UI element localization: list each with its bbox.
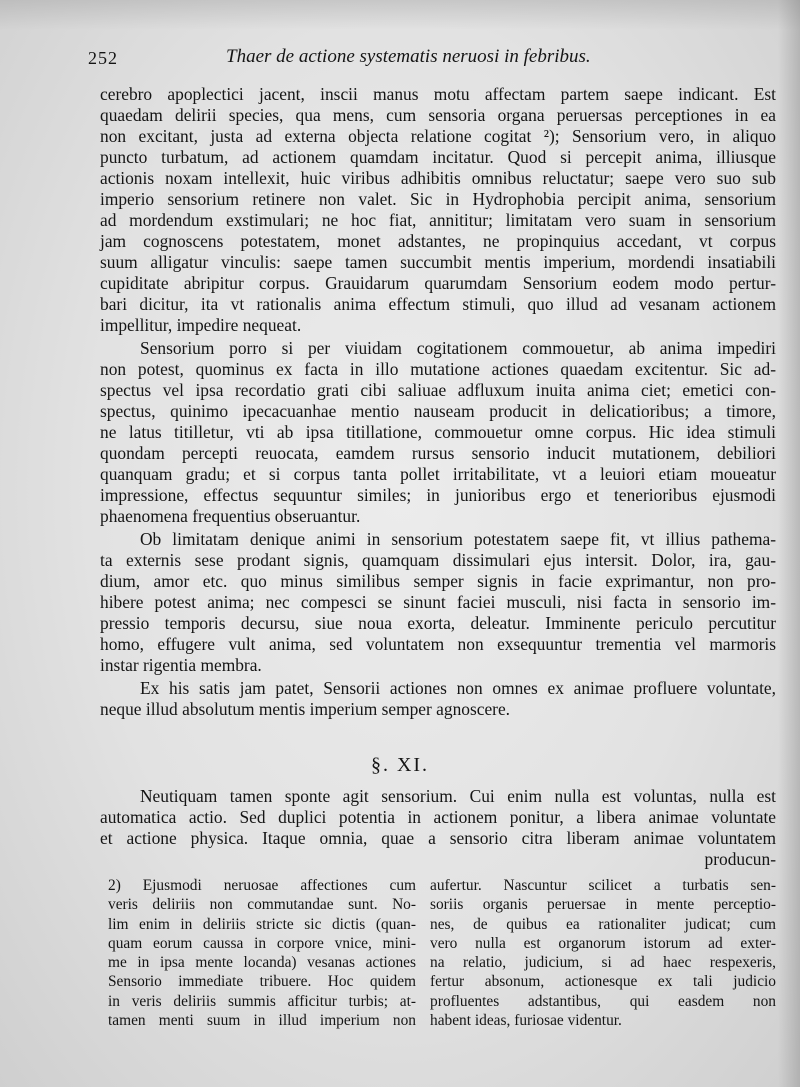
text-line: cupiditate abripitur corpus. Grauidarum quarumdam Sensorium eodem modo pertur- [100, 273, 776, 293]
footnote-line: veris deliriis non commutandae sunt. No- [108, 896, 416, 914]
text-line: Ex his satis jam patet, Sensorii actiones non omnes ex animae profluere voluntate, [140, 678, 776, 698]
paragraph-1 [100, 84, 776, 336]
footnote-line: quam eorum caussa in corpore vnice, mini- [108, 934, 416, 952]
page-edge-shadow-top [0, 0, 800, 30]
text-line: instar rigentia membra. [100, 655, 262, 675]
text-line: actionis noxam intellexit, huic viribus adhibitis omnibus reluctatur; saepe vero suo sub [100, 168, 776, 188]
footnote-left-column [108, 876, 416, 1030]
text-line: spectus vel ipsa recordatio grati cibi saliuae adfluxum inuita anima ciet; emetici con- [100, 380, 776, 400]
text-line: quaedam delirii species, qua mens, cum sensoria organa peruersas perceptiones in ea [100, 105, 776, 125]
paragraph-2 [100, 338, 776, 527]
text-line: Ob limitatam denique animi in sensorium potestatem saepe fit, vt illius pathema- [140, 529, 776, 549]
footnote-right-column [430, 876, 776, 1030]
footnote-line: profluentes adstantibus, qui easdem non [430, 992, 776, 1010]
footnote-line: vero nulla est organorum istorum ad exter- [430, 934, 776, 952]
text-line: hibere potest anima; nec compesci se sinunt faciei musculi, nisi facta in sensorio im- [100, 592, 776, 612]
text-line: automatica actio. Sed duplici potentia in actionem ponitur, a libera animae voluntate [100, 807, 776, 827]
text-line: pressio temporis decursu, siue noua exorta, deleatur. Imminente periculo percutitur [100, 613, 776, 633]
text-line: Neutiquam tamen sponte agit sensorium. Cui enim nulla est voluntas, nulla est [140, 786, 776, 806]
text-line: Sensorium porro si per viuidam cogitationem commouetur, ab anima impediri [140, 338, 776, 358]
text-line: imperio sensorium retinere non valet. Sic in Hydrophobia percipit anima, sensorium [100, 189, 776, 209]
text-line: ne latus titilletur, vti ab ipsa titillatione, commouetur omne corpus. Hic idea stimuli [100, 422, 776, 442]
footnote-line: soriis organis peruersae in mente perceptio- [430, 896, 776, 914]
footnote-line: Sensorio immediate tribuere. Hoc quidem [108, 973, 416, 991]
footnote-line: tamen menti suum in illud imperium non [108, 1012, 416, 1030]
footnote-line: habent ideas, furiosae videntur. [430, 1012, 622, 1030]
page-number: 252 [88, 48, 118, 68]
footnote-line: lim enim in deliriis stricte sic dictis (quan- [108, 915, 416, 933]
text-line: homo, effugere vult anima, sed voluntatem non exsequuntur trementia vel marmoris [100, 634, 776, 654]
section-text [100, 786, 776, 870]
text-line: impressione, effectus sequuntur similes; in junioribus ergo et tenerioribus ejusmodi [100, 485, 776, 505]
main-text [100, 84, 776, 720]
catchword: producun- [704, 849, 776, 869]
text-line: bari dicitur, ita vt rationalis anima effectum stimuli, quo illud ad vesanam actionem [100, 294, 776, 314]
paragraph-3 [100, 529, 776, 676]
text-line: puncto turbatum, ad actionem quamdam incitatur. Quod si percepit anima, illiusque [100, 147, 776, 167]
footnote-line: fertur absonum, actionesque ex tali judicio [430, 973, 776, 991]
footnote-line: aufertur. Nascuntur scilicet a turbatis sen- [430, 877, 776, 894]
text-line: quanquam gradu; et si corpus tanta pollet irritabilitate, vt a leuiori etiam moueatur [100, 464, 776, 484]
text-line: ad mordendum exstimulari; ne hoc fiat, annititur; limitatam vero suam in sensorium [100, 210, 776, 230]
section-heading: §. XI. [370, 754, 430, 776]
text-line: suum alligatur vinculis: saepe tamen succumbit mentis imperium, mordendi insatiabili [100, 252, 776, 272]
text-line: phaenomena frequentius obseruantur. [100, 506, 361, 526]
page-edge-shadow-right [778, 0, 800, 1087]
text-line: jam cognoscens potestatem, monet adstantes, ne propinquius accedant, vt corpus [100, 231, 776, 251]
text-line: spectus, quinimo ipecacuanhae mentio nauseam producit in delicatioribus; a timore, [100, 401, 776, 421]
text-line: quondam percepti reuocata, eamdem rursus sensorio inducit mutationem, debiliori [100, 443, 776, 463]
footnote-line: 2) Ejusmodi neruosae affectiones cum [108, 877, 416, 894]
text-line: non excitant, justa ad externa objecta relatione cogitat ²); Sensorium vero, in aliquo [100, 126, 776, 146]
text-line: dium, amor etc. quo minus similibus semper signis in facie exprimantur, non pro- [100, 571, 776, 591]
paragraph-4 [100, 678, 776, 720]
text-line: et actione physica. Itaque omnia, quae a sensorio citra liberam animae voluntatem [100, 828, 776, 848]
footnote-line: me in ipsa mente locanda) vesanas actiones [108, 954, 416, 972]
footnote-line: na relatio, judicium, si ad haec respexeris, [430, 954, 776, 972]
text-line: ta externis sese prodant signis, quamquam dissimulari ejus intersit. Dolor, ira, gau- [100, 550, 776, 570]
text-line: impellitur, impedire nequeat. [100, 315, 302, 335]
text-line: non potest, quominus ex facta in illo mutatione actiones quaedam excitentur. Sic ad- [100, 359, 776, 379]
text-line: neque illud absolutum mentis imperium semper agnoscere. [100, 699, 511, 719]
footnote-line: in veris deliriis summis afficitur turbis; at- [108, 992, 416, 1010]
page-header [88, 42, 608, 72]
running-title: Thaer de actione systematis neruosi in febribus. [226, 46, 591, 67]
footnote-line: nes, de quibus ea rationaliter judicat; cum [430, 915, 776, 933]
text-line: cerebro apoplectici jacent, inscii manus motu affectam partem saepe indicant. Est [100, 84, 776, 104]
